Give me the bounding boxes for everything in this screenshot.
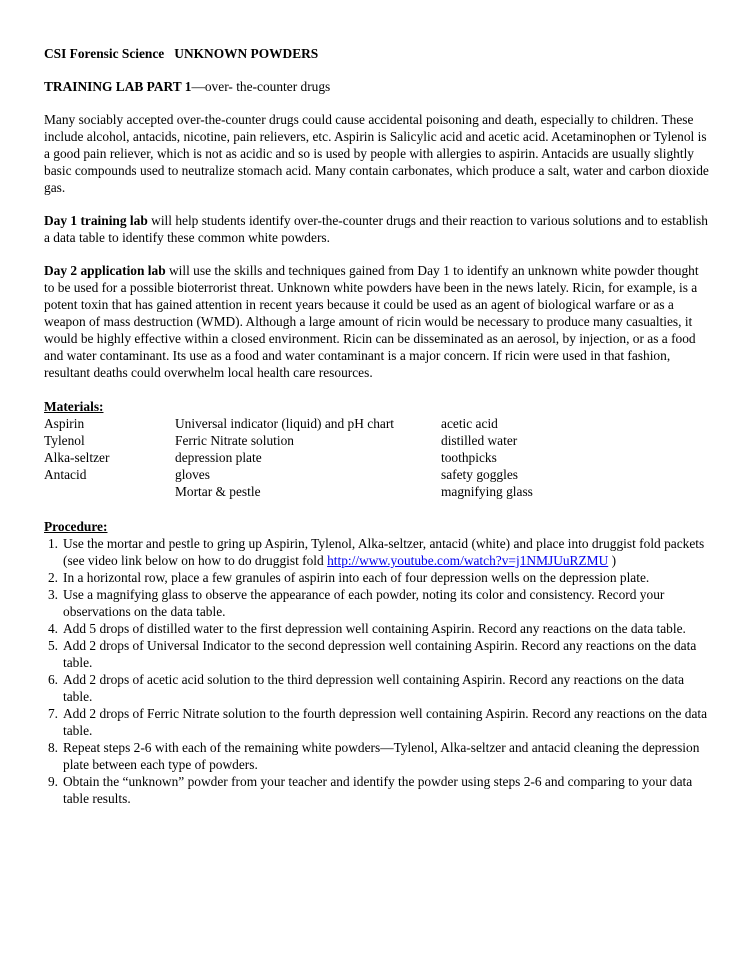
procedure-step xyxy=(44,620,710,637)
material-item: distilled water xyxy=(441,433,518,448)
material-item: Aspirin xyxy=(44,416,85,431)
step-number: 1 . xyxy=(44,535,58,552)
step-number: 3 . xyxy=(44,586,58,603)
step-text: Add 2 drops of Ferric Nitrate solution to the fourth depression well containing Aspirin. Record any reactions on the data table. xyxy=(63,706,708,738)
step-number: 7 . xyxy=(44,705,58,722)
step-number: 4 . xyxy=(44,620,58,637)
step-number: 6 . xyxy=(44,671,58,688)
materials-column-drugs xyxy=(44,415,109,483)
step-number: 8 . xyxy=(44,739,58,756)
procedure-step xyxy=(44,705,710,739)
lab-subtitle-rest: —over- the-counter drugs xyxy=(191,79,331,94)
material-item: depression plate xyxy=(175,450,262,465)
day1-paragraph xyxy=(44,212,710,246)
intro-paragraph: Many sociably accepted over-the-counter drugs could cause accidental poisoning and death, especially to children. These include alcohol, antacids, nicotine, pain relievers, etc. Aspirin is Salicylic acid and acetic acid. Acetaminophen or Tylenol is a good pain reliever, which is not as acidic and so is used by people with allergies to aspirin. Antacids are usually slightly basic compounds used to neutralize stomach acid. Many contain carbonates, which produce a salt, water and carbon dioxide gas. xyxy=(44,112,709,195)
materials-list xyxy=(44,415,710,501)
procedure-step xyxy=(44,773,710,807)
material-item: safety goggles xyxy=(441,467,518,482)
day2-text: will use the skills and techniques gained from Day 1 to identify an unknown white powder thought to be used for a possible bioterrorist threat. Unknown white powders have been in the news lately. Ricin, for example, is a potent toxin that has gained attention in recent years because it could be used as an agent of biological warfare or as a weapon of mass destruction (WMD). Although a large amount of ricin would be necessary to produce many casualties, it would be highly effective within a closed environment. Ricin can be disseminated as an aerosol, by injection, or as a food and water contaminant. Its use as a food and water contaminant is a major concern. If ricin were used in that fashion, resultant deaths could overwhelm local health care resources. xyxy=(44,263,699,380)
video-link[interactable]: http://www.youtube.com/watch?v=j1NMJUuRZMU xyxy=(327,553,609,568)
materials-column-supplies xyxy=(441,415,533,500)
material-item: Ferric Nitrate solution xyxy=(175,433,294,448)
lab-label: TRAINING LAB PART 1 xyxy=(44,79,192,94)
step-text: Repeat steps 2-6 with each of the remaining white powders—Tylenol, Alka-seltzer and antacid cleaning the depression plate between each type of powders. xyxy=(63,740,700,772)
document-title: CSI Forensic Science UNKNOWN POWDERS xyxy=(44,46,319,61)
procedure-steps xyxy=(44,535,710,807)
step-text: Add 2 drops of acetic acid solution to the third depression well containing Aspirin. Record any reactions on the data table. xyxy=(63,672,685,704)
material-item: magnifying glass xyxy=(441,484,533,499)
day1-label: Day 1 training lab xyxy=(44,213,148,228)
procedure-heading: Procedure: xyxy=(44,519,108,534)
day1-text: will help students identify over-the-counter drugs and their reaction to various solutions and to establish a data table to identify these common white powders. xyxy=(44,213,708,245)
step-text: Add 5 drops of distilled water to the first depression well containing Aspirin. Record any reactions on the data table. xyxy=(63,621,686,636)
document-page xyxy=(44,40,710,807)
material-item: Universal indicator (liquid) and pH chart xyxy=(175,416,395,431)
material-item: Tylenol xyxy=(44,433,85,448)
procedure-step xyxy=(44,739,710,773)
step-number: 9 . xyxy=(44,773,58,790)
lab-subtitle xyxy=(44,78,710,95)
procedure-step xyxy=(44,671,710,705)
procedure-step xyxy=(44,637,710,671)
step-text-tail: ) xyxy=(608,553,617,568)
step-text: In a horizontal row, place a few granules of aspirin into each of four depression wells on the depression plate. xyxy=(63,570,650,585)
material-item: Antacid xyxy=(44,467,87,482)
step-text: Use the mortar and pestle to gring up Aspirin, Tylenol, Alka-seltzer, antacid (white) and place into druggist fold packets (see video link below on how to do druggist fold xyxy=(63,536,705,568)
material-item: Alka-seltzer xyxy=(44,450,110,465)
step-number: 5 . xyxy=(44,637,58,654)
material-item: gloves xyxy=(175,467,210,482)
procedure-step xyxy=(44,569,710,586)
procedure-step xyxy=(44,586,710,620)
step-text: Add 2 drops of Universal Indicator to the second depression well containing Aspirin. Record any reactions on the data table. xyxy=(63,638,697,670)
step-text: Use a magnifying glass to observe the appearance of each powder, noting its color and consistency. Record your observations on the data table. xyxy=(63,587,665,619)
procedure-step xyxy=(44,535,710,569)
materials-heading: Materials: xyxy=(44,399,104,414)
material-item: toothpicks xyxy=(441,450,497,465)
material-item: acetic acid xyxy=(441,416,498,431)
step-number: 2 . xyxy=(44,569,58,586)
material-item: Mortar & pestle xyxy=(175,484,261,499)
day2-paragraph xyxy=(44,262,710,381)
day2-label: Day 2 application lab xyxy=(44,263,166,278)
materials-column-equipment xyxy=(175,415,394,500)
step-text: Obtain the “unknown” powder from your teacher and identify the powder using steps 2-6 and comparing to your data table results. xyxy=(63,774,693,806)
